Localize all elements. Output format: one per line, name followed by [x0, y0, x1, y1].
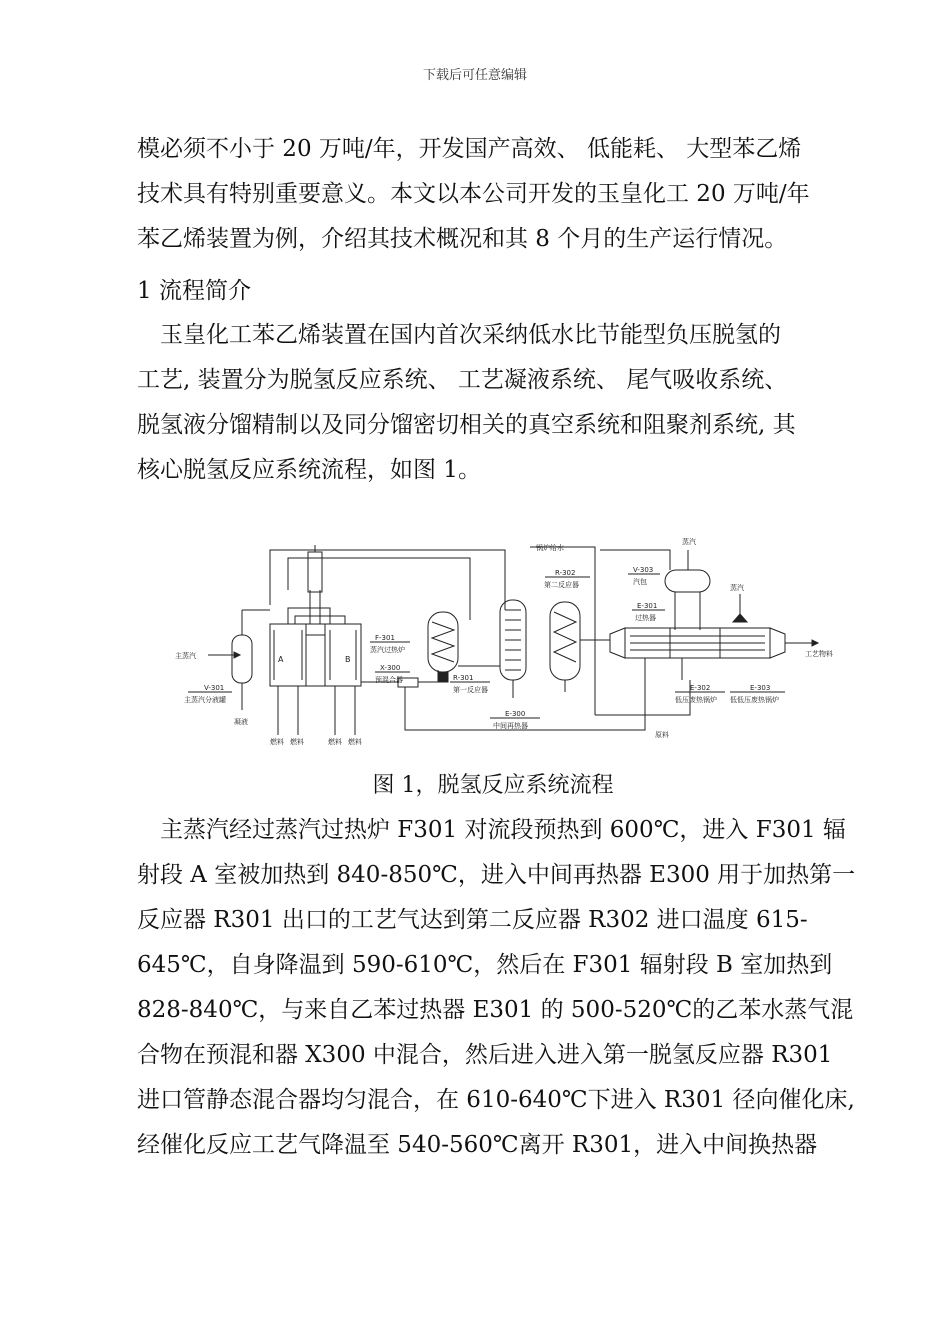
text-line: 模必须不小于 20 万吨/年，开发国产高效、 低能耗、 大型苯乙烯: [137, 136, 802, 162]
condensate-label: 凝液: [234, 718, 248, 726]
x300-name: 预混合器: [375, 676, 403, 684]
text-line: 玉皇化工苯乙烯装置在国内首次采纳低水比节能型负压脱氢的: [137, 322, 781, 348]
e301-tag: E-301: [637, 602, 658, 610]
process-flow-diagram: [170, 530, 845, 760]
e301-name: 过热器: [635, 614, 656, 622]
steam-label: 蒸汽: [730, 584, 744, 592]
v301-separator: [232, 610, 270, 710]
intro-paragraph: [137, 127, 817, 262]
text-line: 合物在预混和器 X300 中混合，然后进入进入第一脱氢反应器 R301: [137, 1042, 833, 1068]
text-line: 经催化反应工艺气降温至 540-560℃离开 R301，进入中间换热器: [137, 1132, 818, 1158]
text-line: 苯乙烯装置为例，介绍其技术概况和其 8 个月的生产运行情况。: [137, 226, 788, 252]
body-paragraph: [137, 808, 856, 1168]
exchanger-train: [580, 628, 818, 680]
text-line: 技术具有特别重要意义。本文以本公司开发的玉皇化工 20 万吨/年: [137, 181, 810, 207]
v301-tag: V-301: [204, 684, 225, 692]
r301-name: 第一反应器: [453, 686, 488, 694]
text-line: 进口管静态混合器均匀混合，在 610-640℃下进入 R301 径向催化床,: [137, 1087, 855, 1113]
r302-reactor: [550, 602, 580, 692]
f301-tag: F-301: [375, 634, 395, 642]
r301-reactor: [428, 612, 458, 682]
text-line: 828-840℃，与来自乙苯过热器 E301 的 500-520℃的乙苯水蒸气混: [137, 997, 854, 1023]
e303-tag: E-303: [750, 684, 771, 692]
r302-name: 第二反应器: [544, 581, 579, 589]
e303-name: 低低压废热锅炉: [730, 696, 779, 704]
feed-label: 原料: [655, 731, 669, 739]
fuel-label: 燃料: [328, 738, 342, 746]
r301-tag: R-301: [453, 674, 474, 682]
chamber-a-label: A: [278, 655, 284, 664]
fuel-label: 燃料: [290, 738, 304, 746]
v303-name: 汽包: [633, 578, 647, 586]
figure-caption: 图 1，脱氢反应系统流程: [372, 773, 614, 798]
v303-steam-drum: [665, 550, 710, 630]
steam-label: 蒸汽: [682, 538, 696, 546]
fuel-label: 燃料: [348, 738, 362, 746]
text-line: 工艺, 装置分为脱氢反应系统、 工艺凝液系统、 尾气吸收系统、: [137, 367, 788, 393]
e300-name: 中间再热器: [493, 722, 528, 730]
text-line: 射段 A 室被加热到 840-850℃，进入中间再热器 E300 用于加热第一: [137, 862, 856, 888]
x300-tag: X-300: [380, 664, 401, 672]
page-header: 下载后可任意编辑: [422, 68, 527, 83]
f301-name: 蒸汽过热炉: [370, 646, 405, 654]
e300-reheater: [458, 600, 526, 698]
r302-tag: R-302: [555, 569, 576, 577]
main-steam-label: 主蒸汽: [175, 652, 196, 660]
section-heading: 1 流程简介: [137, 278, 251, 304]
text-line: 脱氢液分馏精制以及同分馏密切相关的真空系统和阻聚剂系统, 其: [137, 412, 796, 438]
process-out-label: 工艺物料: [805, 650, 833, 658]
text-line: 核心脱氢反应系统流程，如图 1。: [137, 457, 481, 483]
e302-name: 低压废热锅炉: [675, 696, 717, 704]
text-line: 主蒸汽经过蒸汽过热炉 F301 对流段预热到 600℃，进入 F301 辐: [137, 817, 846, 843]
process-paragraph: [137, 313, 817, 493]
e300-tag: E-300: [505, 710, 526, 718]
text-line: 反应器 R301 出口的工艺气达到第二反应器 R302 进口温度 615-: [137, 907, 808, 933]
text-line: 645℃，自身降温到 590-610℃，然后在 F301 辐射段 B 室加热到: [137, 952, 833, 978]
fuel-label: 燃料: [270, 738, 284, 746]
v303-tag: V-303: [633, 566, 654, 574]
boiler-water-label: 锅炉给水: [536, 544, 564, 552]
e302-tag: E-302: [690, 684, 711, 692]
chamber-b-label: B: [345, 655, 351, 664]
v301-name: 主蒸汽分液罐: [184, 696, 226, 704]
f301-furnace: [270, 545, 361, 686]
